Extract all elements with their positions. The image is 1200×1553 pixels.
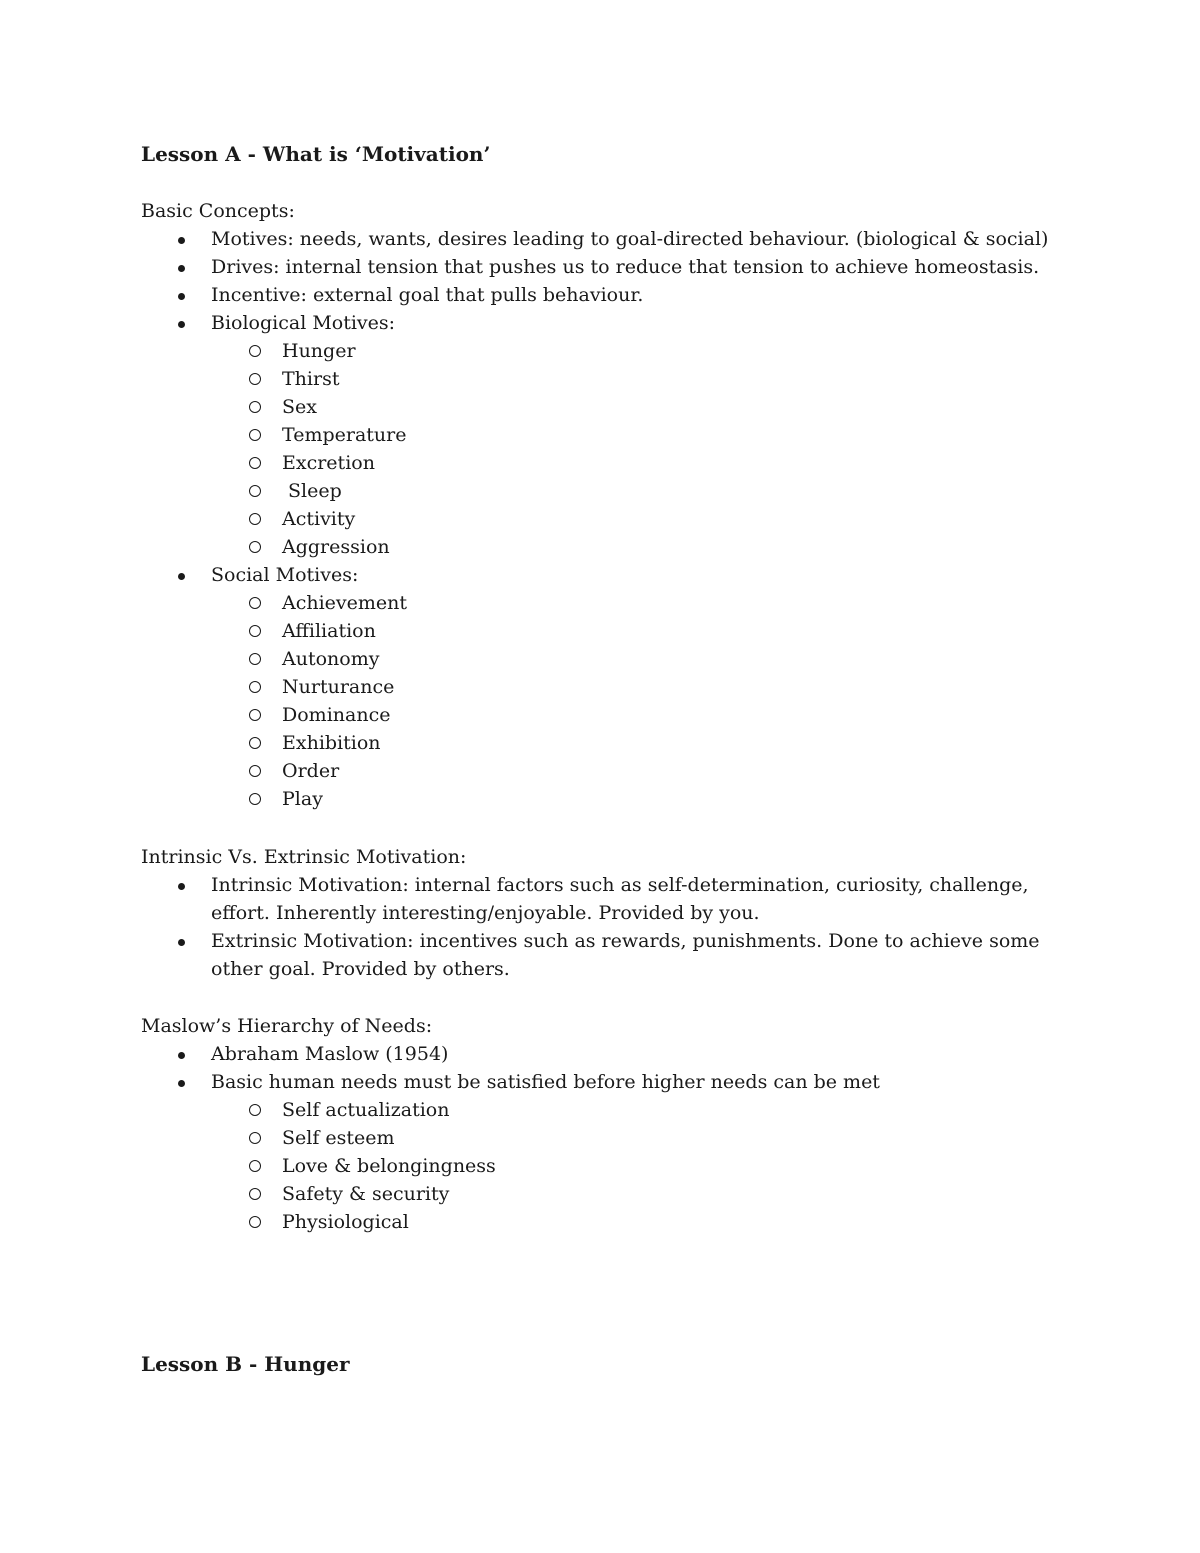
- bullet-icon: [175, 309, 189, 337]
- circle-bullet-icon: [248, 477, 264, 505]
- sub-list-item-text: Self actualization: [282, 1099, 450, 1121]
- sub-list-item-text: Safety & security: [282, 1183, 450, 1205]
- circle-bullet-icon: [248, 589, 264, 617]
- sub-list-item-text: Nurturance: [282, 676, 395, 698]
- circle-bullet-icon: [248, 673, 264, 701]
- sub-list-item-text: Thirst: [282, 368, 340, 390]
- sub-list-item-text: Activity: [282, 508, 356, 530]
- sub-list-item-text: Self esteem: [282, 1127, 395, 1149]
- circle-bullet-icon: [248, 449, 264, 477]
- lesson-b-title: Lesson B - Hunger: [141, 1352, 350, 1376]
- lesson-a-title: Lesson A - What is ‘Motivation’: [141, 142, 491, 166]
- sub-list-item-text: Dominance: [282, 704, 391, 726]
- sub-list-item-text: Play: [282, 788, 323, 810]
- circle-bullet-icon: [248, 617, 264, 645]
- list-item-text: Basic human needs must be satisfied before higher needs can be met: [211, 1071, 880, 1093]
- basic-concepts-heading: Basic Concepts:: [141, 200, 295, 222]
- intrinsic-extrinsic-heading: Intrinsic Vs. Extrinsic Motivation:: [141, 846, 467, 868]
- sub-list-item-text: Sleep: [282, 480, 342, 502]
- list-item-text: Biological Motives:: [211, 312, 396, 334]
- list-item: [0, 871, 1200, 927]
- bullet-icon: [175, 871, 189, 899]
- sub-list-item-text: Autonomy: [282, 648, 380, 670]
- bullet-icon: [175, 253, 189, 281]
- circle-bullet-icon: [248, 337, 264, 365]
- bullet-icon: [175, 561, 189, 589]
- circle-bullet-icon: [248, 365, 264, 393]
- maslow-heading: Maslow’s Hierarchy of Needs:: [141, 1015, 433, 1037]
- circle-bullet-icon: [248, 1180, 264, 1208]
- bullet-icon: [175, 927, 189, 955]
- circle-bullet-icon: [248, 729, 264, 757]
- circle-bullet-icon: [248, 645, 264, 673]
- circle-bullet-icon: [248, 1124, 264, 1152]
- list-item: [0, 927, 1200, 983]
- circle-bullet-icon: [248, 757, 264, 785]
- sub-list-item-text: Achievement: [282, 592, 408, 614]
- circle-bullet-icon: [248, 1208, 264, 1236]
- list-item-text: Drives: internal tension that pushes us to reduce that tension to achieve homeostasis.: [211, 256, 1040, 278]
- sub-list-item-text: Excretion: [282, 452, 375, 474]
- bullet-icon: [175, 281, 189, 309]
- bullet-icon: [175, 1068, 189, 1096]
- list-item-text: Extrinsic Motivation: incentives such as rewards, punishments. Done to achieve some other goal. Provided by others.: [211, 930, 1040, 980]
- list-item-text: Intrinsic Motivation: internal factors such as self-determination, curiosity, challenge, effort. Inherently interesting/enjoyable. Provided by you.: [211, 874, 1029, 924]
- list-item-text: Incentive: external goal that pulls behaviour.: [211, 284, 644, 306]
- sub-list-item-text: Love & belongingness: [282, 1155, 496, 1177]
- sub-list-item-text: Sex: [282, 396, 317, 418]
- circle-bullet-icon: [248, 1096, 264, 1124]
- circle-bullet-icon: [248, 505, 264, 533]
- sub-list-item-text: Hunger: [282, 340, 356, 362]
- circle-bullet-icon: [248, 393, 264, 421]
- sub-list-item-text: Physiological: [282, 1211, 409, 1233]
- sub-list-item-text: Affiliation: [282, 620, 376, 642]
- sub-list-item-text: Aggression: [282, 536, 390, 558]
- sub-list-item-text: Order: [282, 760, 340, 782]
- sub-list-item-text: Exhibition: [282, 732, 381, 754]
- circle-bullet-icon: [248, 421, 264, 449]
- list-item-text: Social Motives:: [211, 564, 359, 586]
- circle-bullet-icon: [248, 533, 264, 561]
- sub-list-item-text: Temperature: [282, 424, 407, 446]
- bullet-icon: [175, 225, 189, 253]
- bullet-icon: [175, 1040, 189, 1068]
- list-item-text: Abraham Maslow (1954): [211, 1043, 449, 1065]
- circle-bullet-icon: [248, 785, 264, 813]
- circle-bullet-icon: [248, 701, 264, 729]
- list-item-text: Motives: needs, wants, desires leading to goal-directed behaviour. (biological & social): [211, 228, 1049, 250]
- circle-bullet-icon: [248, 1152, 264, 1180]
